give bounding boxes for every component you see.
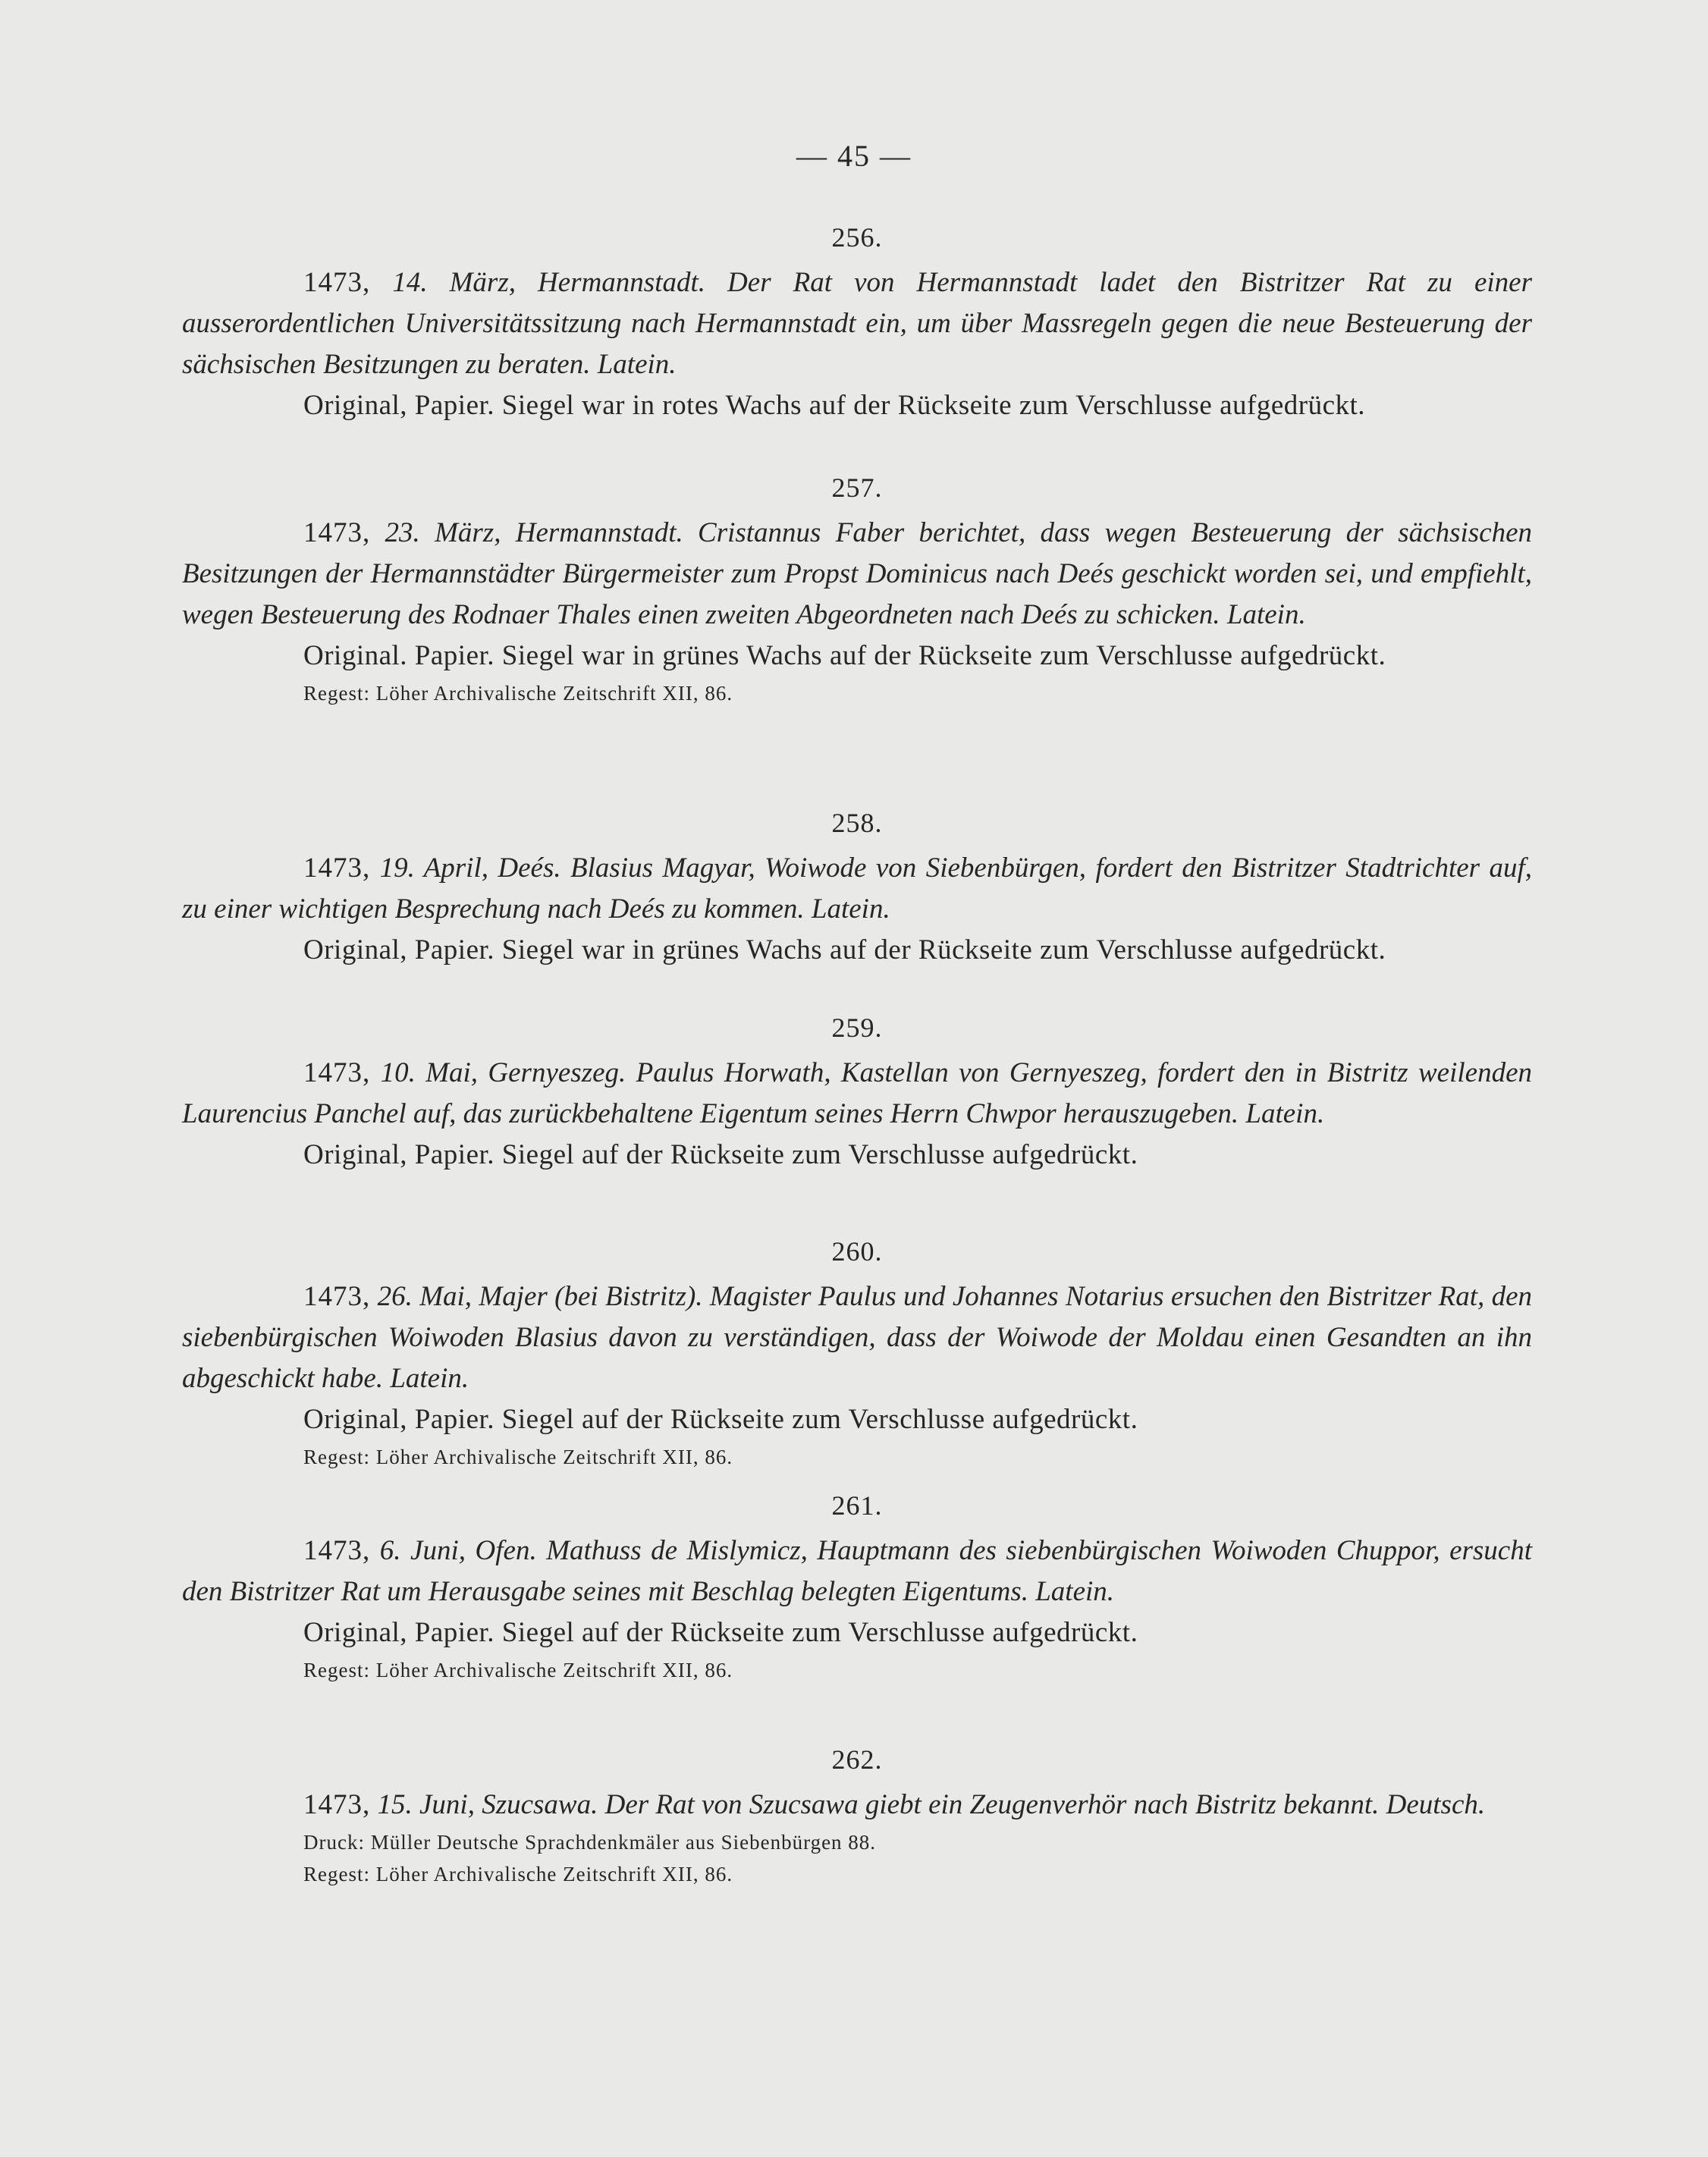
entry-257 xyxy=(182,469,1532,708)
entry-summary-text: 15. Juni, Szucsawa. Der Rat von Szucsawa giebt ein Zeugenverhör nach Bistritz bekannt. Deutsch. xyxy=(377,1789,1486,1820)
entry-year: 1473, xyxy=(303,1281,371,1312)
entry-summary xyxy=(182,262,1532,385)
entry-number: 262. xyxy=(831,1744,883,1775)
entry-year: 1473, xyxy=(303,267,371,298)
entry-year: 1473, xyxy=(303,1789,371,1820)
entry-number: 260. xyxy=(831,1236,883,1267)
entry-original: Original, Papier. Siegel auf der Rückseite zum Verschlusse aufgedrückt. xyxy=(303,1139,1138,1170)
entry-256 xyxy=(182,218,1532,426)
entry-number: 258. xyxy=(831,808,883,838)
entry-original: Original, Papier. Siegel war in grünes Wachs auf der Rückseite zum Verschlusse aufgedrückt. xyxy=(303,934,1386,965)
entry-original: Original, Papier. Siegel auf der Rückseite zum Verschlusse aufgedrückt. xyxy=(303,1404,1138,1435)
entry-summary xyxy=(182,1531,1532,1612)
entry-summary-text: 10. Mai, Gernyeszeg. Paulus Horwath, Kastellan von Gernyeszeg, fordert den in Bistritz weilenden Laurencius Panchel auf, das zurückbehaltene Eigentum seines Herrn Chwpor herauszugeben. Latein. xyxy=(182,1057,1533,1129)
entry-number: 259. xyxy=(831,1013,883,1043)
entry-year: 1473, xyxy=(303,852,371,884)
entry-regest: Regest: Löher Archivalische Zeitschrift XII, 86. xyxy=(303,1446,733,1468)
entry-summary-text: 19. April, Deés. Blasius Magyar, Woiwode von Siebenbürgen, fordert den Bistritzer Stadtrichter auf, zu einer wichtigen Besprechung nach Deés zu kommen. Latein. xyxy=(182,852,1532,925)
entry-summary xyxy=(182,1276,1532,1399)
entry-year: 1473, xyxy=(303,1535,371,1566)
entry-summary xyxy=(182,1785,1532,1826)
entry-regest: Regest: Löher Archivalische Zeitschrift XII, 86. xyxy=(303,1863,733,1885)
entry-260 xyxy=(182,1232,1532,1472)
entry-summary-text: 26. Mai, Majer (bei Bistritz). Magister Paulus und Johannes Notarius ersuchen den Bistritzer Rat, den siebenbürgischen Woiwoden Blasius davon zu verständigen, dass der Woiwode der Moldau einen Gesandten an ihn abgeschickt habe. Latein. xyxy=(182,1281,1532,1394)
entry-262 xyxy=(182,1741,1532,1889)
entry-original: Original, Papier. Siegel war in rotes Wachs auf der Rückseite zum Verschlusse aufgedrückt. xyxy=(303,390,1366,421)
entry-259 xyxy=(182,1009,1532,1176)
entry-original: Original. Papier. Siegel war in grünes Wachs auf der Rückseite zum Verschlusse aufgedrückt. xyxy=(303,640,1386,671)
entry-summary xyxy=(182,848,1532,930)
entry-number: 261. xyxy=(831,1490,883,1521)
entry-summary-text: 14. März, Hermannstadt. Der Rat von Hermannstadt ladet den Bistritzer Rat zu einer ausserordentlichen Universitätssitzung nach Hermannstadt ein, um über Massregeln gegen die neue Besteuerung der sächsischen Besitzungen zu beraten. Latein. xyxy=(182,267,1533,380)
entry-summary-text: 6. Juni, Ofen. Mathuss de Mislymicz, Hauptmann des siebenbürgischen Woiwoden Chuppor, ersucht den Bistritzer Rat um Herausgabe seines mit Beschlag belegten Eigentums. Latein. xyxy=(182,1535,1533,1607)
entry-regest: Regest: Löher Archivalische Zeitschrift XII, 86. xyxy=(303,682,733,705)
entry-number: 257. xyxy=(831,473,883,503)
entry-261 xyxy=(182,1487,1532,1685)
entry-druck: Druck: Müller Deutsche Sprachdenkmäler aus Siebenbürgen 88. xyxy=(303,1831,877,1854)
entry-regest: Regest: Löher Archivalische Zeitschrift XII, 86. xyxy=(303,1659,733,1681)
entry-258 xyxy=(182,804,1532,971)
entry-summary xyxy=(182,1053,1532,1135)
page-number: — 45 — xyxy=(796,139,912,173)
entry-year: 1473, xyxy=(303,1057,371,1088)
entry-number: 256. xyxy=(831,222,883,253)
entry-year: 1473, xyxy=(303,517,371,548)
entry-original: Original, Papier. Siegel auf der Rückseite zum Verschlusse aufgedrückt. xyxy=(303,1617,1138,1648)
entry-summary-text: 23. März, Hermannstadt. Cristannus Faber berichtet, dass wegen Besteuerung der sächsischen Besitzungen der Hermannstädter Bürgermeister zum Propst Dominicus nach Deés geschickt worden sei, und empfiehlt, wegen Besteuerung des Rodnaer Thales einen zweiten Abgeordneten nach Deés zu schicken. Latein. xyxy=(182,517,1532,630)
entry-summary xyxy=(182,513,1532,636)
